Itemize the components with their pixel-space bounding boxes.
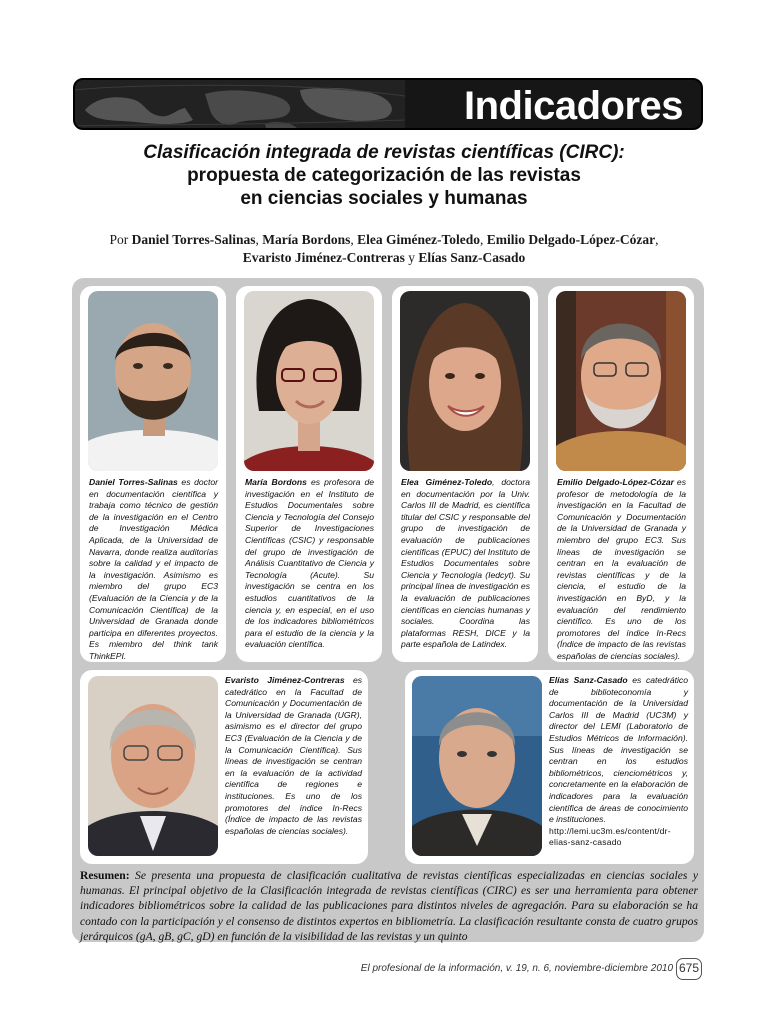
bio-text: es doctor en documentación científica y trabaja como técnico de gestión de la investigación en el Centro de Investigación Médica Aplicada, de la Universidad de Navarra, donde realiza auditorías sobre la calidad y el impacto de la investigación. Asimismo es miembro del grupo EC3 (Evaluación de la Ciencia y de la Comunicación Científica) de la Universidad de Granada donde participa en diferentes proyectos. Es miembro del think tank ThinkEPI. — [89, 477, 218, 661]
bio-name: Elías Sanz-Casado — [549, 675, 628, 685]
portrait-image — [88, 291, 218, 471]
bio-text: doctora en documentación por la Univ. Carlos III de Madrid, es científica titular del CSIC y responsable del grupo de investigación de evaluación de publicaciones científicas (EPUC) del Instituto de Estudios Documentales sobre Ciencia y Tecnología (Iedcyt). Su principal línea de investigación es la evaluación de publicaciones científicas en ciencias humanas y sociales. Coordina las plataformas RESH, DICE y la parte española de Latindex. — [401, 477, 531, 650]
bio-text: es catedrático en la Facultad de Comunicación y Documentación de la Universidad de Granada (UGR), asimismo es el director del grupo EC3 (Evaluación de la Ciencia y de la Comunicación Científica). Sus líneas de investigación se centran en la evaluación de la actividad científica de regiones e instituciones. Es uno de los promotores del índice In-Recs (Índice de impacto de las revistas españolas de ciencias sociales). — [225, 675, 363, 836]
abstract-label: Resumen: — [80, 869, 130, 882]
author-5: Evaristo Jiménez-Contreras — [242, 250, 405, 265]
bio-name: Evaristo Jiménez-Contreras — [225, 675, 345, 685]
author-photo-2 — [244, 291, 374, 471]
author-photo-5 — [88, 676, 218, 856]
title-line-2: propuesta de categorización de las revistas — [187, 165, 581, 186]
journal-footer: El profesional de la información, v. 19, n. 6, noviembre-diciembre 2010 — [360, 963, 673, 974]
byline-sep: , — [350, 232, 354, 247]
author-4: Emilio Delgado-López-Cózar — [486, 232, 656, 247]
bio-sep: , — [492, 477, 495, 487]
bio-text: es profesor de metodología de la investigación en la Facultad de Comunicación y Documentación de la Universidad de Granada y miembro del grupo EC3. Sus líneas de investigación se centran en la evaluación de revistas científicas y de la ciencia, el estudio de la investigación en ByD, y la evaluación del rendimiento científico. Es uno de los promotores del índice In-Recs (Índice de impacto de las revistas españolas de ciencias sociales). — [557, 477, 686, 661]
portrait-image — [556, 291, 686, 471]
portrait-image — [400, 291, 530, 471]
author-photo-1 — [88, 291, 218, 471]
title-line-1: Clasificación integrada de revistas científicas (CIRC): — [143, 142, 625, 163]
world-map-graphic — [75, 80, 405, 130]
bio-url[interactable]: http://lemi.uc3m.es/content/dr-elias-sanz-casado — [549, 825, 671, 848]
author-1: Daniel Torres-Salinas — [131, 232, 256, 247]
author-bio-5 — [225, 675, 362, 837]
page-number: 675 — [676, 958, 702, 980]
author-bio-1 — [89, 477, 218, 663]
title-line-3: en ciencias sociales y humanas — [240, 188, 528, 209]
author-photo-4 — [556, 291, 686, 471]
portrait-image — [88, 676, 218, 856]
bio-name: Elea Giménez-Toledo — [401, 477, 493, 487]
author-bio-3 — [401, 477, 530, 651]
article-title — [60, 141, 708, 210]
byline-sep: , — [255, 232, 259, 247]
byline-prefix: Por — [109, 232, 129, 247]
author-6: Elías Sanz-Casado — [418, 250, 526, 265]
section-banner — [73, 78, 703, 130]
byline-sep: , — [655, 232, 659, 247]
bio-name: Daniel Torres-Salinas — [89, 477, 178, 487]
abstract-text: Se presenta una propuesta de clasificación cualitativa de revistas científicas especializadas en ciencias sociales y humanas. El principal objetivo de la Clasificación integrada de revistas científicas (CIRC) es ser una herramienta para obtener indicadores bibliométricos sobre la calidad de las publicaciones para distintos niveles de agregación. Para su elaboración se ha contado con la participación y el consenso de distintos expertos en bibliometría. La clasificación resultante consta de cuatro grupos jerárquicos (gA, gB, gC, gD) en función de la visibilidad de las revistas y un quinto — [80, 869, 698, 943]
author-photo-6 — [412, 676, 542, 856]
author-bio-4 — [557, 477, 686, 663]
author-bio-6 — [549, 675, 688, 849]
portrait-image — [412, 676, 542, 856]
byline-sep: , — [480, 232, 484, 247]
abstract — [80, 868, 698, 944]
bio-text: es catedrático de biblioteconomía y documentación de la Universidad Carlos III de Madrid (UC3M) y director del LEMI (Laboratorio de Estudios Métricos de Información). Sus líneas de investigación se centran en los estudios bibliométricos, cienciométricos y, concretamente en la elaboración de indicadores para la evaluación científica de áreas de conocimiento e instituciones. — [549, 675, 688, 825]
author-bio-2 — [245, 477, 374, 651]
byline-and: y — [408, 250, 415, 265]
bio-name: Emilio Delgado-López-Cózar — [557, 477, 675, 487]
author-2: María Bordons — [262, 232, 351, 247]
bio-name: María Bordons — [245, 477, 307, 487]
byline — [60, 231, 708, 267]
section-title: Indicadores — [463, 84, 683, 128]
bio-text: es profesora de investigación en el Instituto de Estudios Documentales sobre Ciencia y Tecnología del Consejo Superior de Investigaciones Científicas (CSIC) y responsable del grupo de investigación de Análisis Cuantitativo de Ciencia y Tecnología (Acute). Su investigación se centra en los estudios cuantitativos de la ciencia y, en especial, en el uso de los indicadores bibliométricos para el estudio de la ciencia y la evaluación científica. — [245, 477, 375, 650]
author-photo-3 — [400, 291, 530, 471]
author-3: Elea Giménez-Toledo — [357, 232, 481, 247]
portrait-image — [244, 291, 374, 471]
